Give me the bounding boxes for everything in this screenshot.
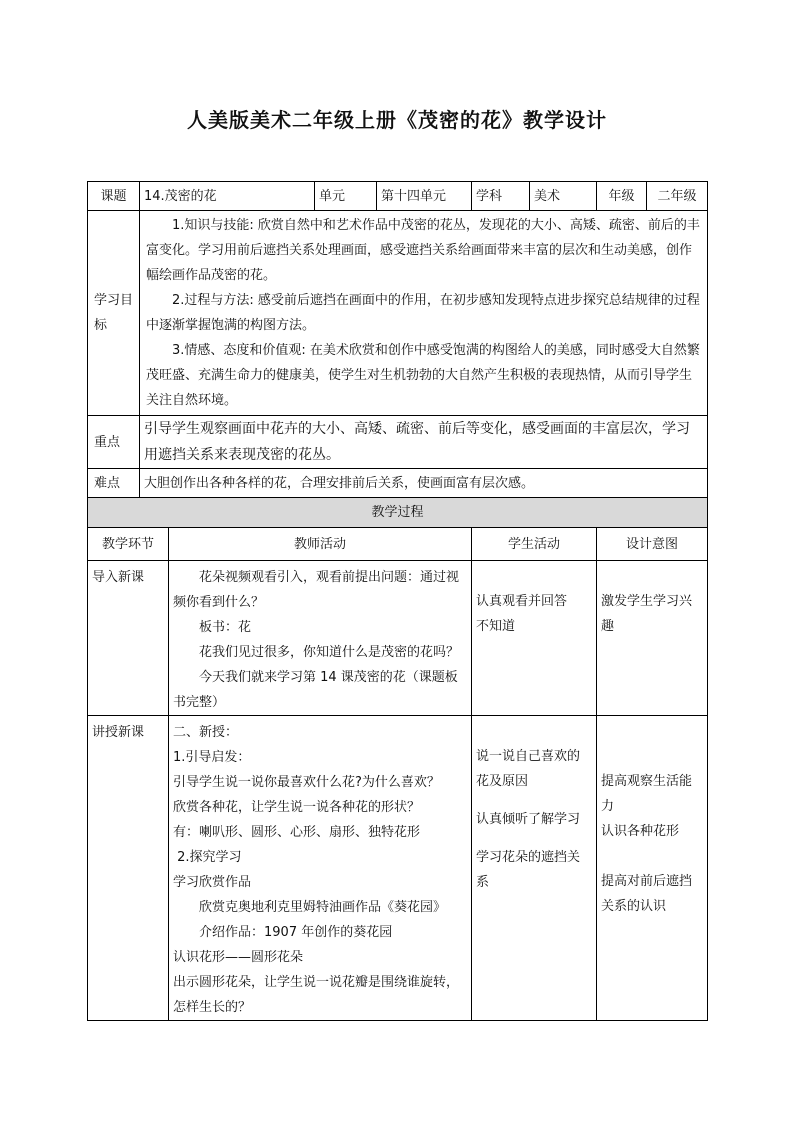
keti-label: 课题	[88, 182, 140, 211]
teacher-line: 二、新授：	[173, 725, 239, 740]
teacher-line: 欣赏克奥地利克里姆特油画作品《葵花园》	[199, 900, 447, 915]
intent-cell	[597, 561, 708, 716]
teacher-line: 欣赏各种花，让学生说一说各种花的形状？	[173, 800, 421, 815]
xueke-label: 学科	[472, 182, 530, 211]
goals-content	[140, 211, 708, 416]
nianji-label: 年级	[597, 182, 647, 211]
goals-label: 学习目标	[88, 211, 140, 416]
header-stage: 教学环节	[88, 528, 169, 561]
goal-item: 1.知识与技能: 欣赏自然中和艺术作品中茂密的花丛，发现花的大小、高矮、疏密、前后的丰富变化。学习用前后遮挡关系处理画面，感受遮挡关系给画面带来丰富的层次和生动美感，创作幅绘画作品茂密的花。	[146, 218, 700, 283]
teacher-line: 学习欣赏作品	[173, 875, 252, 890]
teacher-line: 引导学生说一说你最喜欢什么花?为什么喜欢？	[173, 775, 440, 790]
student-line: 说一说自己喜欢的花及原因	[476, 749, 581, 789]
teacher-line: 认识花形——圆形花朵	[173, 950, 304, 965]
document-title: 人美版美术二年级上册《茂密的花》教学设计	[187, 108, 607, 132]
intent-line: 提高观察生活能力	[601, 774, 693, 814]
stage-cell: 讲授新课	[88, 716, 169, 1021]
header-teacher: 教师活动	[169, 528, 472, 561]
intent-line: 认识各种花形	[601, 824, 680, 839]
goal-item: 3.情感、态度和价值观: 在美术欣赏和创作中感受饱满的构图给人的美感，同时感受大自然繁茂旺盛、充满生命力的健康美，使学生对生机勃勃的大自然产生积极的表现热情，从而引导学生关注自然环境。	[146, 343, 700, 408]
teacher-line: 2.探究学习	[173, 850, 242, 865]
keti-value: 14.茂密的花	[140, 182, 315, 211]
intent-line: 提高对前后遮挡关系的认识	[601, 874, 693, 914]
process-title-row	[88, 498, 708, 528]
difficult-label: 难点	[88, 469, 140, 498]
process-row	[88, 716, 708, 1021]
key-label: 重点	[88, 416, 140, 469]
key-content: 引导学生观察画面中花卉的大小、高矮、疏密、前后等变化，感受画面的丰富层次，学习用遮挡关系来表现茂密的花丛。	[140, 416, 708, 469]
teacher-line: 花我们见过很多，你知道什么是茂密的花吗？	[199, 645, 460, 660]
intent-line: 激发学生学习兴趣	[601, 594, 693, 634]
goal-item: 2.过程与方法: 感受前后遮挡在画面中的作用，在初步感知发现特点进步探究总结规律的过程中逐渐掌握饱满的构图方法。	[146, 293, 700, 333]
xueke-value: 美术	[530, 182, 597, 211]
danyuan-label: 单元	[315, 182, 377, 211]
student-line: 认真倾听了解学习	[476, 812, 581, 827]
teacher-cell	[169, 716, 472, 1021]
difficult-content: 大胆创作出各种各样的花，合理安排前后关系，使画面富有层次感。	[140, 469, 708, 498]
student-line: 学习花朵的遮挡关系	[476, 850, 581, 890]
teacher-line: 花朵视频观看引入，观看前提出问题：通过视频你看到什么？	[173, 570, 460, 610]
nianji-value: 二年级	[647, 182, 708, 211]
key-row	[88, 416, 708, 469]
info-row	[88, 182, 708, 211]
teacher-cell	[169, 561, 472, 716]
student-line: 认真观看并回答	[476, 594, 568, 609]
danyuan-value: 第十四单元	[377, 182, 472, 211]
student-cell	[472, 716, 597, 1021]
header-intent: 设计意图	[597, 528, 708, 561]
student-line: 不知道	[476, 619, 516, 634]
stage-cell: 导入新课	[88, 561, 169, 716]
teacher-line: 1.引导启发：	[173, 750, 251, 765]
teacher-line: 出示圆形花朵，让学生说一说花瓣是围绕谁旋转，怎样生长的？	[173, 975, 460, 1015]
header-student: 学生活动	[472, 528, 597, 561]
teacher-line: 今天我们就来学习第 14 课茂密的花（课题板书完整）	[173, 670, 458, 710]
goals-row	[88, 211, 708, 416]
intent-cell	[597, 716, 708, 1021]
process-header-row	[88, 528, 708, 561]
difficult-row	[88, 469, 708, 498]
lesson-plan-table	[87, 181, 708, 1021]
process-title: 教学过程	[88, 498, 708, 528]
process-row	[88, 561, 708, 716]
student-cell	[472, 561, 597, 716]
teacher-line: 有：喇叭形、圆形、心形、扇形、独特花形	[173, 825, 421, 840]
teacher-line: 板书：花	[199, 620, 252, 635]
teacher-line: 介绍作品：1907 年创作的葵花园	[199, 925, 393, 940]
